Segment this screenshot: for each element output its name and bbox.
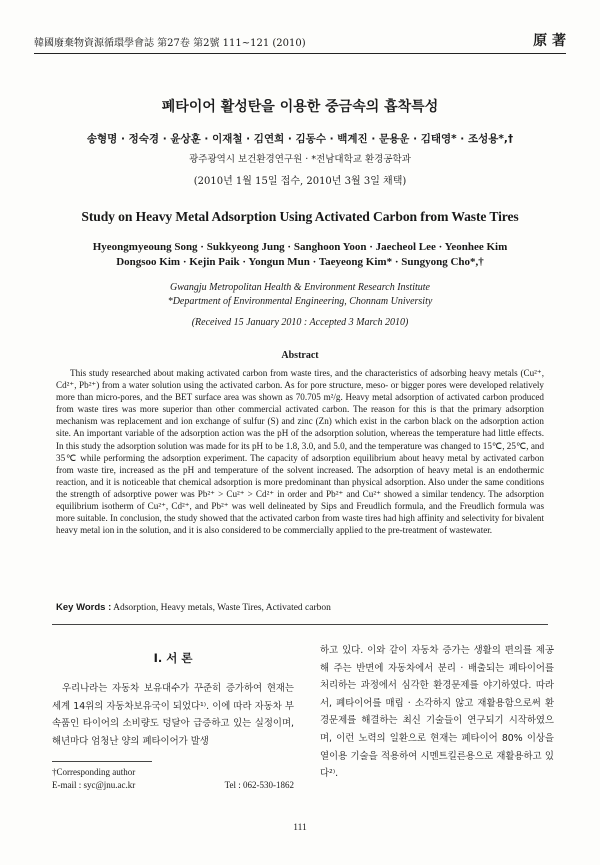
dates-english: (Received 15 January 2010 : Accepted 3 March 2010) — [191, 317, 409, 328]
footnote-contact-row — [52, 779, 294, 792]
keywords — [56, 602, 544, 613]
footnote-label: †Corresponding author — [52, 767, 136, 777]
authors-english-line-2: Dongsoo Kim · Kejin Paik · Yongun Mun · Taeyeong Kim* · Sungyong Cho*,† — [116, 256, 484, 268]
keywords-text: Adsorption, Heavy metals, Waste Tires, Activated carbon — [111, 603, 331, 613]
authors-korean: 송형명 · 정숙경 · 윤상훈 · 이재철 · 김연희 · 김동수 · 백계진 · 문용운 · 김태영* · 조성용*,† — [86, 133, 514, 145]
page-number: 111 — [293, 823, 307, 833]
affiliation-english-1: Gwangju Metropolitan Health & Environment Research Institute — [170, 282, 430, 293]
left-column — [52, 650, 294, 750]
header-rule — [34, 53, 566, 54]
abstract-text: This study researched about making activated carbon from waste tires, and the characteristics of adsorbing heavy metals (Cu²⁺, Cd²⁺, Pb²⁺) from a water solution using the activated carbon. As for pore structure, meso- or bigger pores were developed relatively more than micro-pores, and the BET surface area was shown as 70.705 m²/g. Heavy metal adsorption of activated carbon produced from waste tires was more superior than other commercial activated carbon. The reason for this is that the primary adsorption mechanism was replacement and ion exchange of sulfur (S) and zinc (Zn) which exist in the carbon black on the adsorption action site. An important variable of the adsorption action was the pH of the adsorption solution, whereas the temperature had little effects. In this study the adsorption solution was made for its pH to be 1.8, 3.0, and 5.0, and the temperature was changed to 15℃, 25℃, and 35℃ while performing the adsorption experiment. The capacity of adsorption equilibrium about heavy metal by activated carbon from waste tire, increased as the pH and temperature of the solvent increased. The adsorption of heavy metal is an endothermic reaction, and it is noticeable that chemical adsorption is more predominant than physical adsorption. Also under the same conditions the strength of adsorptive power was Pb²⁺ > Cu²⁺ > Cd²⁺ in order and Pb²⁺ and Cu²⁺ showed a similar tendency. The adsorption equilibrium isotherm of Cu²⁺, Cd²⁺, and Pb²⁺ was well delineated by Sips and Freudlich formula, and the Freudlich formula was more suitable. In conclusion, the study showed that the activated carbon from waste tires had high affinity and selectivity for bivalent heavy metal ion in the solution, and it is also considered to be commercially applied to the pre-treatment of wastewater. — [56, 368, 545, 536]
introduction-right-text: 하고 있다. 이와 같이 자동차 증가는 생활의 편의를 제공해 주는 반면에 자동차에서 분리 · 배출되는 폐타이어를 처리하는 과정에서 심각한 환경문제를 야기하였다. 따라서, 폐타이어를 매립 · 소각하지 않고 재활용함으로써 환경문제를 해결하는 최신 기술들이 연구되기 시작하였으며, 이런 노력의 일환으로 현재는 폐타이어 80% 이상을 열이용 기술을 적용하여 시멘트킬른용으로 재활용하고 있다²⁾. — [320, 645, 554, 780]
right-column — [320, 642, 554, 783]
authors-english-line-1: Hyeongmyeoung Song · Sukkyeong Jung · Sanghoon Yoon · Jaecheol Lee · Yeonhee Kim — [92, 241, 508, 253]
affiliation-english-2: *Department of Environmental Engineering, Chonnam University — [167, 296, 433, 307]
footnote-rule — [52, 761, 152, 762]
introduction-left-text: 우리나라는 자동차 보유대수가 꾸준히 증가하여 현재는 세계 14위의 자동차보유국이 되었다¹⁾. 이에 따라 자동차 부속품인 타이어의 소비량도 덩달아 급증하고 있는 실정이며, 해년마다 엄청난 양의 폐타이어가 발생 — [52, 683, 294, 747]
authors-english — [40, 240, 560, 270]
dates-korean: (2010년 1월 15일 접수, 2010년 3월 3일 채택) — [193, 176, 407, 187]
title-korean: 폐타이어 활성탄을 이용한 중금속의 흡착특성 — [161, 99, 439, 115]
section-divider — [52, 624, 548, 625]
corresponding-author-footnote — [52, 766, 294, 792]
abstract-heading: Abstract — [281, 350, 319, 361]
article-type-tag: 原 著 — [533, 33, 566, 49]
journal-header: 韓國廢棄物資源循環學會誌 第27卷 第2號 111~121 (2010) — [34, 38, 306, 49]
section-title-introduction: I. 서 론 — [153, 651, 193, 665]
title-english: Study on Heavy Metal Adsorption Using Activated Carbon from Waste Tires — [81, 209, 519, 224]
affiliation-korean: 광주광역시 보건환경연구원 · *전남대학교 환경공학과 — [189, 154, 411, 165]
keywords-label: Key Words : — [56, 602, 112, 613]
affiliation-english — [40, 281, 560, 309]
footnote-email: E-mail : syc@jnu.ac.kr — [52, 780, 136, 790]
footnote-tel: Tel : 062-530-1862 — [224, 780, 294, 790]
